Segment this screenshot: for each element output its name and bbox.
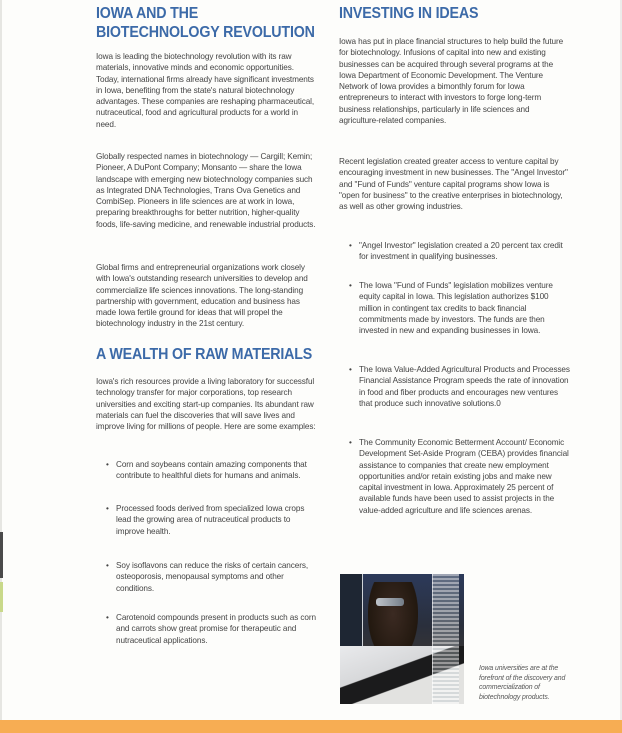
investment-programs-list [341, 280, 571, 336]
list-item: • The Community Economic Betterment Account/ Economic Development Set-Aside Program (CEBA) provides financial assistance to companies that create new employment opportunities and/or retain existing jobs and make new capital investment in Iowa. Approximately 25 percent of available funds have been used to assist projects in the value-added agriculture and life sciences arenas. [359, 437, 573, 516]
raw-materials-list [98, 612, 316, 646]
section-biotech-revolution [96, 4, 334, 42]
investment-programs-list [341, 240, 571, 263]
section-title-investing: INVESTING IN IDEAS [339, 5, 479, 22]
paragraph-financial-structures: Iowa has put in place financial structures to help build the future for biotechnology. Infusions of capital into new and existing businesses can be acquired through several programs at the Iowa Department of Economic Development. The Venture Network of Iowa provides a bimonthly forum for Iowa entrepreneurs to interact with investors to forge long-term business relationships, particularly in life sciences and agriculture-related companies. [339, 37, 564, 126]
paragraph-legislation: Recent legislation created greater access to venture capital by encouraging investment in new businesses. The "Angel Investor" and "Fund of Funds" venture capital programs show Iowa is "open for business" to the creative enterprises in biotechnology, as well as other growing industries. [339, 157, 568, 212]
edge-mark-green [0, 582, 3, 612]
section-title-line1: IOWA AND THE [96, 5, 199, 22]
investment-programs-list [341, 437, 573, 516]
paragraph-companies: Globally respected names in biotechnology — Cargill; Kemin; Pioneer, A DuPont Company; Monsanto — share the Iowa landscape with emerging new biotechnology companies such as Integrated DNA Technologies, Trans Ova Genetics and CombiSep. Pioneers in life sciences are at work in Iowa, preparing breakthroughs for better nutrition, higher-quality foods, life-saving medicine, and renewable industrial products. [96, 152, 316, 229]
raw-materials-list [98, 503, 312, 537]
bottom-orange-bar [0, 720, 622, 733]
raw-materials-list [98, 459, 312, 482]
edge-mark-dark [0, 532, 3, 578]
paragraph-partnerships: Global firms and entrepreneurial organizations work closely with Iowa's outstanding research universities to develop and commercialize life sciences innovations. The long-standing partnership with government, education and business has made Iowa fertile ground for ideas that will propel the biotechnology industry in the 21st century. [96, 263, 308, 329]
paragraph-intro: Iowa is leading the biotechnology revolution with its raw materials, innovative minds and economic opportunities. Today, international firms already have significant investments in Iowa, benefiting from the state's natural biotechnology advantages. These companies are reshaping pharmaceutical, nutraceutical, food and agricultural products for a world in need. [96, 52, 315, 129]
researcher-photo [340, 574, 464, 704]
photo-caption: Iowa universities are at the forefront of the discovery and commercialization of biotechnology products. [479, 665, 566, 701]
list-item: • Carotenoid compounds present in products such as corn and carrots show great promise for therapeutic and nutraceutical applications. [116, 612, 316, 646]
page-left-edge [0, 0, 2, 733]
photo-lab-glassware [432, 574, 459, 704]
list-item: • "Angel Investor" legislation created a 20 percent tax credit for investment in qualifying businesses. [359, 240, 571, 263]
section-title-raw-materials: A WEALTH OF RAW MATERIALS [96, 346, 313, 363]
list-item: • Processed foods derived from specialized Iowa crops lead the growing area of nutraceutical products to improve health. [116, 503, 312, 537]
section-title-line2: BIOTECHNOLOGY REVOLUTION [96, 24, 315, 41]
list-item: • Soy isoflavons can reduce the risks of certain cancers, osteoporosis, menopausal symptoms and other conditions. [116, 560, 316, 594]
raw-materials-list [98, 560, 316, 594]
paragraph-raw-materials-intro: Iowa's rich resources provide a living laboratory for successful technology transfer for major corporations, top research universities and exciting start-up companies. Its abundant raw materials can fuel the discoveries that will save lives and improve living for millions of people. Here are some examples: [96, 377, 316, 432]
photo-safety-glasses [376, 598, 404, 606]
list-item: • The Iowa "Fund of Funds" legislation mobilizes venture equity capital in Iowa. This legislation authorizes $100 million in contingent tax credits to back financial commitments made by investors. The funds are then invested in new and expanding businesses in Iowa. [359, 280, 571, 336]
list-item: • Corn and soybeans contain amazing components that contribute to healthful diets for humans and animals. [116, 459, 312, 482]
list-item: • The Iowa Value-Added Agricultural Products and Processes Financial Assistance Program speeds the rate of innovation in food and fiber products and encourages new ventures that produce such innovative solutions.0 [359, 364, 571, 409]
investment-programs-list [341, 364, 571, 409]
